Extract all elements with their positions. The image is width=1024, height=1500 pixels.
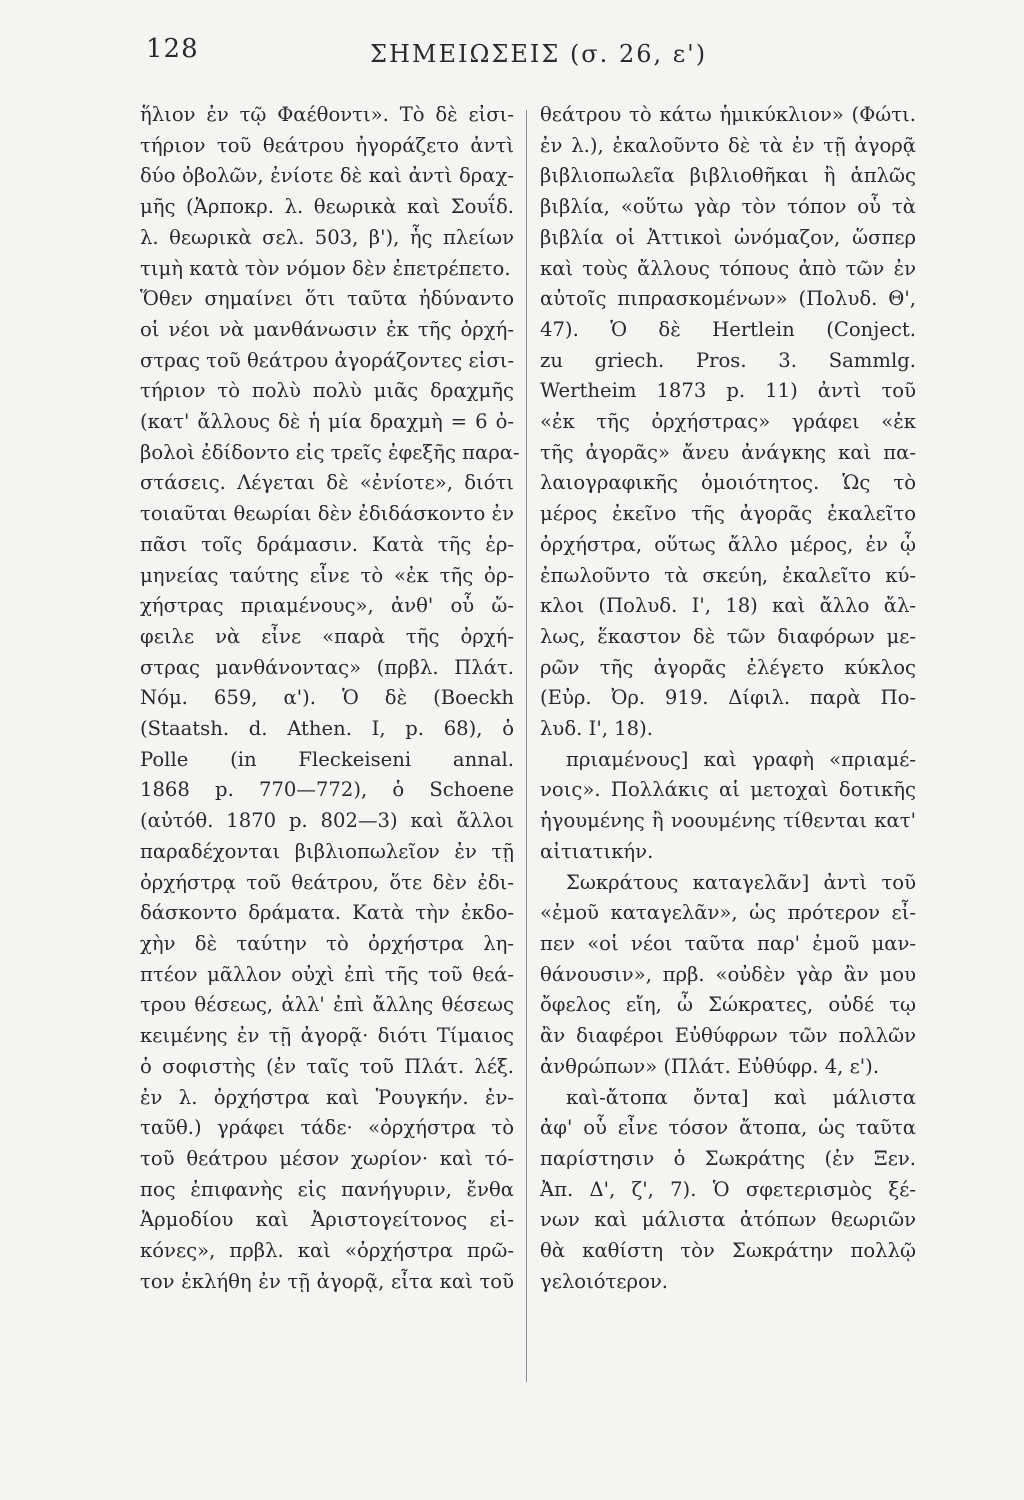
text-line: ἐν λ.), ἐκαλοῦντο δὲ τὰ ἐν τῇ ἀγορᾷ — [540, 133, 916, 157]
text-line: αὐτοῖς πιπρασκομένων» (Πολυδ. Θ', — [540, 287, 916, 311]
text-line: λυδ. Ι', 18). — [540, 717, 653, 741]
text-line: παραδέχονται βιβλιοπωλεῖον ἐν τῇ — [140, 839, 514, 863]
text-line: ὄφελος εἴη, ὦ Σώκρατες, οὐδέ τῳ — [540, 993, 916, 1017]
text-line: «ἐκ τῆς ὀρχήστρας» γράφει «ἐκ — [540, 410, 916, 434]
text-line: οἱ νέοι νὰ μανθάνωσιν ἐκ τῆς ὀρχή- — [140, 317, 514, 341]
text-line: χὴν δὲ ταύτην τὸ ὀρχήστρα λη- — [140, 931, 514, 955]
text-line: θὰ καθίστη τὸν Σωκράτην πολλῷ — [540, 1239, 916, 1263]
text-line: μέρος ἐκεῖνο τῆς ἀγορᾶς ἐκαλεῖτο — [540, 502, 916, 526]
text-line: πᾶσι τοῖς δράμασιν. Κατὰ τῆς ἑρ- — [140, 532, 514, 556]
text-line: «ἐμοῦ καταγελᾶν», ὡς πρότερον εἶ- — [540, 901, 916, 925]
text-line: ἥλιον ἐν τῷ Φαέθοντι». Τὸ δὲ εἰσι- — [140, 103, 514, 126]
text-line: βιβλία οἱ Ἀττικοὶ ὠνόμαζον, ὥσπερ — [540, 225, 916, 249]
text-line: Νόμ. 659, α'). Ὁ δὲ (Boeckh — [140, 686, 514, 710]
text-line: δάσκοντο δράματα. Κατὰ τὴν ἐκδο- — [140, 901, 514, 925]
text-line: τον ἐκλήθη ἐν τῇ ἀγορᾷ, εἶτα καὶ τοῦ — [140, 1269, 514, 1293]
text-line: πτέον μᾶλλον οὐχὶ ἐπὶ τῆς τοῦ θεά- — [140, 962, 514, 986]
text-line: ἐπωλοῦντο τὰ σκεύη, ἐκαλεῖτο κύ- — [540, 563, 916, 587]
text-line: ὀρχήστρᾳ τοῦ θεάτρου, ὅτε δὲν ἐδι- — [140, 870, 514, 894]
text-line: τήριον τοῦ θεάτρου ἠγοράζετο ἀντὶ — [140, 133, 514, 157]
text-line: πριαμένους] καὶ γραφὴ «πριαμέ- — [566, 747, 916, 771]
text-line: ὁ σοφιστὴς (ἐν ταῖς τοῦ Πλάτ. λέξ. — [140, 1054, 514, 1078]
text-line: βιβλία, «οὕτω γὰρ τὸν τόπον οὗ τὰ — [540, 195, 916, 219]
text-line: κόνες», πρβλ. καὶ «ὀρχήστρα πρῶ- — [140, 1239, 514, 1263]
text-line: ἀφ' οὗ εἶνε τόσον ἄτοπα, ὡς ταῦτα — [540, 1116, 916, 1140]
text-line: τήριον τὸ πολὺ πολὺ μιᾶς δραχμῆς — [140, 379, 514, 403]
text-line: Ὅθεν σημαίνει ὅτι ταῦτα ἠδύναντο — [140, 287, 514, 311]
text-line: βιβλιοπωλεῖα βιβλιοθῆκαι ἢ ἁπλῶς — [540, 164, 916, 188]
text-line: τῆς ἀγορᾶς» ἄνευ ἀνάγκης καὶ πα- — [540, 440, 916, 464]
text-line: ρῶν τῆς ἀγορᾶς ἐλέγετο κύκλος — [540, 655, 916, 679]
text-line: τρου θέσεως, ἀλλ' ἐπὶ ἄλλης θέσεως — [140, 993, 514, 1017]
text-line: Σωκράτους καταγελᾶν] ἀντὶ τοῦ — [566, 870, 916, 894]
text-line: 1868 p. 770—772), ὁ Schoene — [140, 778, 514, 802]
text-line: αἰτιατικήν. — [540, 839, 654, 863]
text-line: βολοὶ ἐδίδοντο εἰς τρεῖς ἐφεξῆς παρα- — [140, 440, 520, 464]
text-line: λως, ἕκαστον δὲ τῶν διαφόρων με- — [540, 624, 916, 648]
text-line: κειμένης ἐν τῇ ἀγορᾷ· διότι Τίμαιος — [140, 1024, 514, 1048]
text-line: τιμὴ κατὰ τὸν νόμον δὲν ἐπετρέπετο. — [140, 256, 511, 280]
text-line: μῆς (Ἁρποκρ. λ. θεωρικὰ καὶ Σουΐδ. — [140, 195, 514, 219]
text-line: γελοιότερον. — [540, 1269, 669, 1293]
text-line: παρίστησιν ὁ Σωκράτης (ἐν Ξεν. — [540, 1146, 916, 1170]
text-line: ὀρχήστρα, οὕτως ἄλλο μέρος, ἐν ᾧ — [540, 532, 916, 556]
text-line: Ἀπ. Δ', ζ', 7). Ὁ σφετερισμὸς ξέ- — [540, 1177, 916, 1201]
text-line: ἡγουμένης ἢ νοουμένης τίθενται κατ' — [540, 809, 916, 833]
text-line: κλοι (Πολυδ. Ι', 18) καὶ ἄλλο ἄλ- — [540, 594, 916, 618]
text-line: θάνουσιν», πρβ. «οὐδὲν γὰρ ἂν μου — [540, 962, 916, 986]
text-line: καὶ-ἄτοπα ὄντα] καὶ μάλιστα — [566, 1085, 916, 1109]
text-line: Polle (in Fleckeiseni annal. — [140, 747, 514, 771]
text-line: ταῦθ.) γράφει τάδε· «ὀρχήστρα τὸ — [140, 1116, 514, 1140]
text-line: Ἁρμοδίου καὶ Ἀριστογείτονος εἰ- — [140, 1208, 514, 1232]
text-line: (κατ' ἄλλους δὲ ἡ μία δραχμὴ = 6 ὀ- — [140, 410, 514, 434]
running-head: ΣΗΜΕΙΩΣΕΙΣ (σ. 26, ε') — [370, 40, 708, 68]
text-line: δύο ὀβολῶν, ἐνίοτε δὲ καὶ ἀντὶ δραχ- — [140, 164, 514, 188]
text-line: τοιαῦται θεωρίαι δὲν ἐδιδάσκοντο ἐν — [140, 502, 514, 526]
text-line: ἂν διαφέροι Εὐθύφρων τῶν πολλῶν — [540, 1024, 916, 1048]
text-line: νων καὶ μάλιστα ἀτόπων θεωριῶν — [540, 1208, 916, 1232]
text-line: στάσεις. Λέγεται δὲ «ἐνίοτε», διότι — [140, 471, 514, 495]
text-line: πος ἐπιφανὴς εἰς πανήγυριν, ἔνθα — [140, 1177, 514, 1201]
text-line: λαιογραφικῆς ὁμοιότητος. Ὡς τὸ — [540, 471, 916, 495]
text-line: μηνείας ταύτης εἶνε τὸ «ἐκ τῆς ὀρ- — [140, 563, 514, 587]
text-line: (Εὐρ. Ὀρ. 919. Δίφιλ. παρὰ Πο- — [540, 686, 916, 710]
text-line: πεν «οἱ νέοι ταῦτα παρ' ἐμοῦ μαν- — [540, 931, 916, 955]
text-line: λ. θεωρικὰ σελ. 503, β'), ἧς πλείων — [140, 225, 514, 249]
column-divider — [526, 110, 527, 1382]
left-column — [140, 100, 520, 1297]
page-number: 128 — [146, 34, 199, 64]
text-line: θεάτρου τὸ κάτω ἡμικύκλιον» (Φώτι. — [540, 103, 916, 126]
text-line: νοις». Πολλάκις αἱ μετοχαὶ δοτικῆς — [540, 778, 916, 802]
text-line: στρας τοῦ θεάτρου ἀγοράζοντες εἰσι- — [140, 348, 514, 372]
text-line: φειλε νὰ εἶνε «παρὰ τῆς ὀρχή- — [140, 624, 514, 648]
right-column — [540, 100, 916, 1297]
text-line: καὶ τοὺς ἄλλους τόπους ἀπὸ τῶν ἐν — [540, 256, 916, 280]
text-line: (Staatsh. d. Athen. I, p. 68), ὁ — [140, 717, 514, 741]
text-line: Wertheim 1873 p. 11) ἀντὶ τοῦ — [540, 379, 916, 403]
text-line: στρας μανθάνοντας» (πρβλ. Πλάτ. — [140, 655, 514, 679]
text-line: ἐν λ. ὀρχήστρα καὶ Ῥουγκήν. ἐν- — [140, 1085, 514, 1109]
text-line: ἀνθρώπων» (Πλάτ. Εὐθύφρ. 4, ε'). — [540, 1054, 880, 1078]
text-line: zu griech. Pros. 3. Sammlg. — [540, 348, 916, 372]
text-line: χήστρας πριαμένους», ἀνθ' οὗ ὤ- — [140, 594, 514, 618]
text-line: 47). Ὁ δὲ Hertlein (Conject. — [540, 317, 916, 341]
text-line: τοῦ θεάτρου μέσον χωρίον· καὶ τό- — [140, 1146, 514, 1170]
text-line: (αὐτόθ. 1870 p. 802—3) καὶ ἄλλοι — [140, 809, 514, 833]
